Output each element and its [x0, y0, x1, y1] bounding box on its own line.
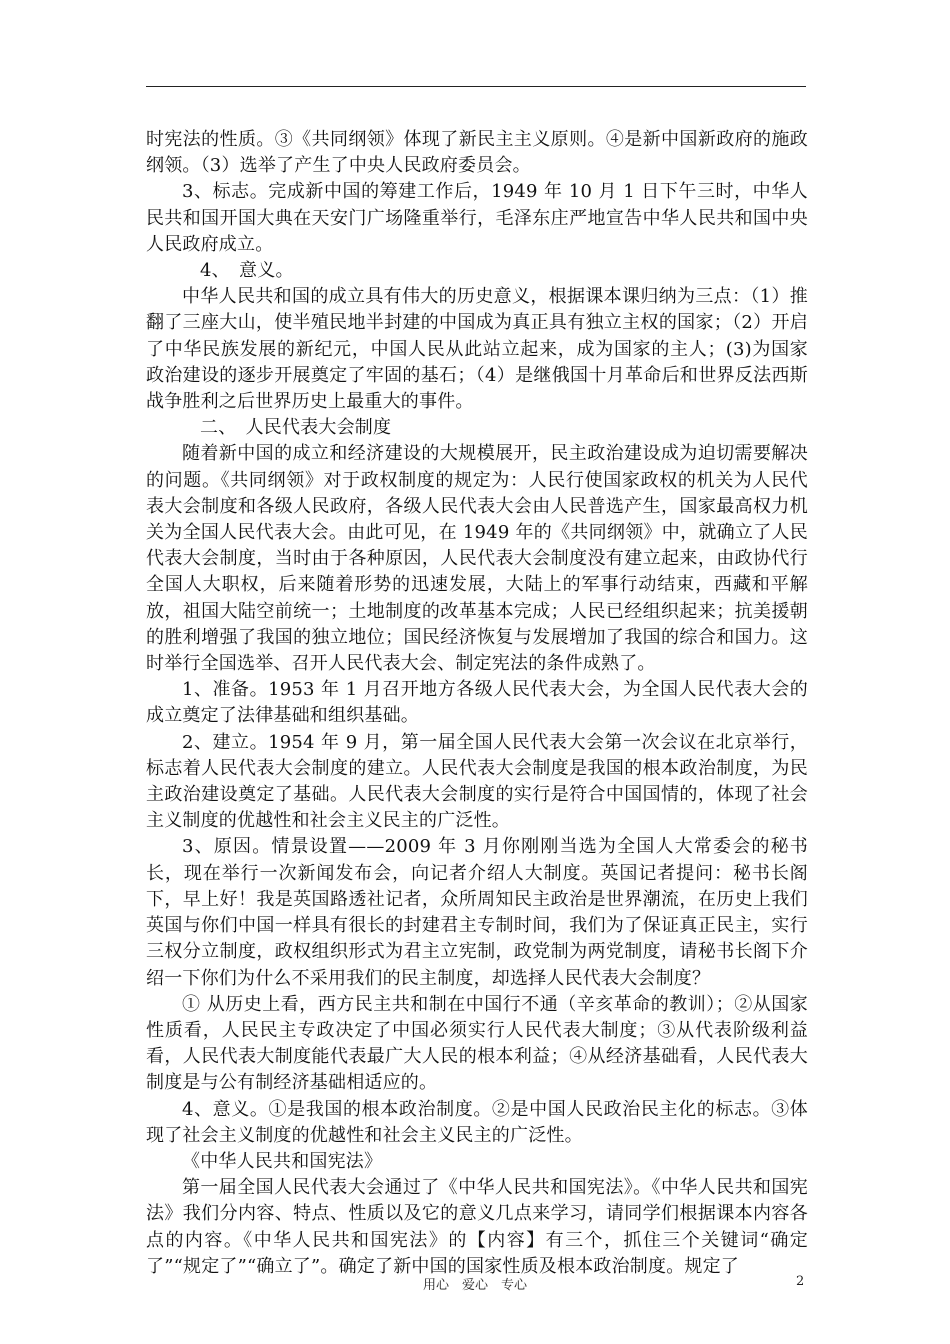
document-body: [146, 127, 808, 1280]
paragraph: 2、建立。1954 年 9 月，第一届全国人民代表大会第一次会议在北京举行，标志着人民代表大会制度的建立。人民代表大会制度是我国的根本政治制度，为民主政治建设奠定了基础。人民代表大会制度的实行是符合中国国情的，体现了社会主义制度的优越性和社会主义民主的广泛性。: [146, 731, 808, 832]
section-heading: 4、 意义。: [200, 260, 294, 282]
paragraph: 随着新中国的成立和经济建设的大规模展开，民主政治建设成为迫切需要解决的问题。《共同纲领》对于政权制度的规定为：人民行使国家政权的机关为人民代表大会制度和各级人民政府，各级人民代表大会由人民普选产生，国家最高权力机关为全国人民代表大会。由此可见，在 1949 年的《共同纲领》中，就确立了人民代表大会制度，当时由于各种原因，人民代表大会制度没有建立起来，由政协代行全国人大职权，后来随着形势的迅速发展，大陆上的军事行动结束，西藏和平解放，祖国大陆空前统一；土地制度的改革基本完成；人民已经组织起来；抗美援朝的胜利增强了我国的独立地位；国民经济恢复与发展增加了我国的综合和国力。这时举行全国选举、召开人民代表大会、制定宪法的条件成熟了。: [146, 443, 808, 675]
paragraph: 第一届全国人民代表大会通过了《中华人民共和国宪法》。《中华人民共和国宪法》我们分内容、特点、性质以及它的意义几点来学习，请同学们根据课本内容各点的内容。《中华人民共和国宪法》的【内容】有三个，抓住三个关键词“确定了”“规定了”“确立了”。确定了新中国的国家性质及根本政治制度。规定了: [146, 1177, 808, 1277]
paragraph: 3、标志。完成新中国的筹建工作后，1949 年 10 月 1 日下午三时，中华人民共和国开国大典在天安门广场隆重举行，毛泽东庄严地宣告中华人民共和国中央人民政府成立。: [146, 181, 808, 255]
section-heading: 《中华人民共和国宪法》: [182, 1150, 383, 1172]
header-rule: [146, 86, 806, 87]
paragraph: 时宪法的性质。③《共同纲领》体现了新民主主义原则。④是新中国新政府的施政纲领。（3）选举了产生了中央人民政府委员会。: [146, 129, 808, 177]
paragraph: 1、准备。1953 年 1 月召开地方各级人民代表大会，为全国人民代表大会的成立奠定了法律基础和组织基础。: [146, 679, 808, 727]
section-heading: 二、 人民代表大会制度: [200, 417, 392, 439]
footer-motto: 用心 爱心 专心: [422, 1278, 527, 1293]
paragraph: 3、原因。情景设置——2009 年 3 月你刚刚当选为全国人大常委会的秘书长，现在举行一次新闻发布会，向记者介绍人大制度。英国记者提问：秘书长阁下，早上好！我是英国路透社记者，众所周知民主政治是世界潮流，在历史上我们英国与你们中国一样具有很长的封建君主专制时间，我们为了保证真正民主，实行三权分立制度，政权组织形式为君主立宪制，政党制为两党制度，请秘书长阁下介绍一下你们为什么不采用我们的民主制度，却选择人民代表大会制度？: [146, 836, 808, 989]
page-number: 2: [796, 1274, 805, 1289]
paragraph: 中华人民共和国的成立具有伟大的历史意义，根据课本课归纳为三点：（1）推翻了三座大山，使半殖民地半封建的中国成为真正具有独立主权的国家；（2）开启了中华民族发展的新纪元，中国人民从此站立起来，成为国家的主人；(3)为国家政治建设的逐步开展奠定了牢固的基石；（4）是继俄国十月革命后和世界反法西斯战争胜利之后世界历史上最重大的事件。: [146, 286, 808, 413]
paragraph: ① 从历史上看，西方民主共和制在中国行不通（辛亥革命的教训）；②从国家性质看，人民民主专政决定了中国必须实行人民代表大制度；③从代表阶级利益看，人民代表大制度能代表最广大人民的根本利益；④从经济基础看，人民代表大制度是与公有制经济基础相适应的。: [146, 993, 808, 1094]
paragraph: 4、意义。①是我国的根本政治制度。②是中国人民政治民主化的标志。③体现了社会主义制度的优越性和社会主义民主的广泛性。: [146, 1098, 808, 1146]
